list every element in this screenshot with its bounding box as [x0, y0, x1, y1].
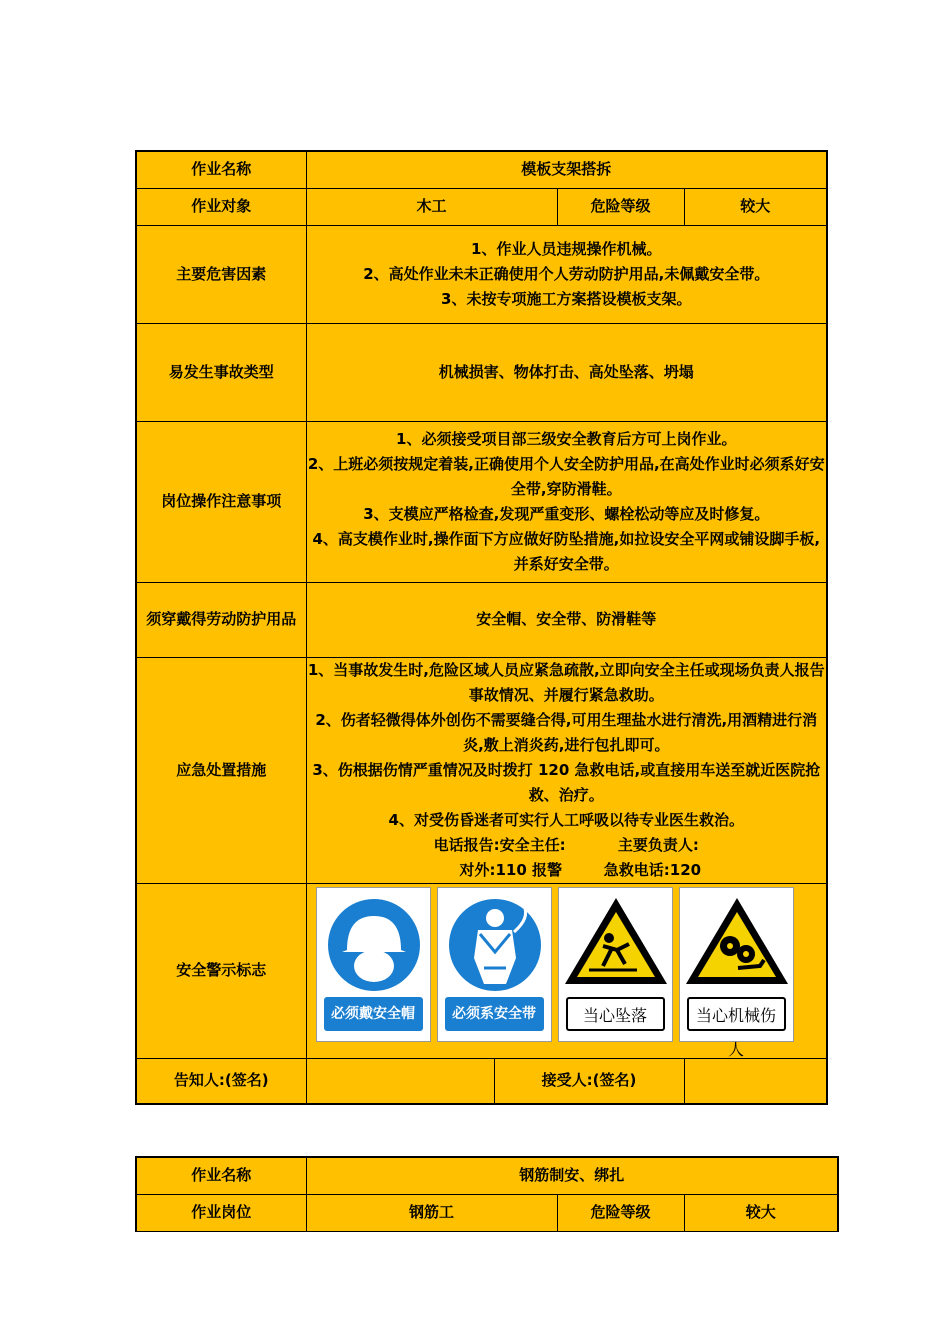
sign-helmet: [316, 887, 431, 1042]
note-item: 3、支模应严格检查,发现严重变形、螺栓松动等应及时修复。: [363, 504, 770, 523]
job-name-label: 作业名称: [136, 1157, 306, 1194]
sign-caption: 当心坠落: [566, 997, 665, 1031]
target-label: 作业对象: [136, 188, 306, 225]
safety-card-formwork: [135, 150, 828, 1105]
job-name-label: 作业名称: [136, 151, 306, 188]
emergency-item: 1、当事故发生时,危险区域人员应紧急疏散,立即向安全主任或现场负责人报告事故情况、并履行紧急救助。: [307, 660, 825, 704]
sign-machinery: [679, 887, 794, 1059]
hazard-item: 2、高处作业未未正确使用个人劳动防护用品,未佩戴安全带。: [363, 264, 770, 283]
post-label: 作业岗位: [136, 1194, 306, 1231]
note-item: 4、高支模作业时,操作面下方应做好防坠措施,如拉设安全平网或铺设脚手板,并系好安全带。: [312, 529, 821, 573]
phone-contacts: 电话报告:安全主任: 主要负责人:: [433, 835, 699, 854]
sign-caption: 必须戴安全帽: [324, 997, 423, 1031]
receiver-label: 接受人:(签名): [494, 1058, 684, 1104]
receiver-signature-field[interactable]: [684, 1058, 827, 1104]
sign-fall: [558, 887, 673, 1042]
note-item: 1、必须接受项目部三级安全教育后方可上岗作业。: [396, 429, 737, 448]
job-name-value: 模板支架搭拆: [306, 151, 827, 188]
sign-harness: [437, 887, 552, 1042]
informer-label: 告知人:(签名): [136, 1058, 306, 1104]
risk-level-label: 危险等级: [557, 188, 684, 225]
emergency-item: 4、对受伤昏迷者可实行人工呼吸以待专业医生救治。: [388, 810, 744, 829]
target-value: 木工: [306, 188, 557, 225]
emergency-phones: 对外:110 报警 急救电话:120: [459, 860, 702, 879]
hazard-item: 1、作业人员违规操作机械。: [471, 239, 662, 258]
operation-notes-label: 岗位操作注意事项: [136, 421, 306, 582]
accident-type-label: 易发生事故类型: [136, 323, 306, 421]
post-value: 钢筋工: [306, 1194, 557, 1231]
ppe-value: 安全帽、安全带、防滑鞋等: [306, 582, 827, 657]
hazards-label: 主要危害因素: [136, 225, 306, 323]
safety-card-rebar: [135, 1156, 839, 1232]
risk-level-label: 危险等级: [557, 1194, 684, 1231]
informer-signature-field[interactable]: [306, 1058, 494, 1104]
signs-cell: [306, 883, 827, 1058]
emergency-item: 2、伤者轻微得体外创伤不需要缝合得,可用生理盐水进行清洗,用酒精进行消炎,敷上消炎药,进行包扎即可。: [315, 710, 818, 754]
sign-caption: 当心机械伤人: [687, 997, 786, 1031]
emergency-item: 3、伤根据伤情严重情况及时拨打 120 急救电话,或直接用车送至就近医院抢救、治疗。: [312, 760, 821, 804]
ppe-label: 须穿戴得劳动防护用品: [136, 582, 306, 657]
emergency-label: 应急处置措施: [136, 657, 306, 883]
note-item: 2、上班必须按规定着装,正确使用个人安全防护用品,在高处作业时必须系好安全带,穿防滑鞋。: [307, 454, 825, 498]
risk-level-value: 较大: [684, 1194, 838, 1231]
risk-level-value: 较大: [684, 188, 827, 225]
sign-caption: 必须系安全带: [445, 997, 544, 1031]
operation-notes-list: [306, 421, 827, 582]
emergency-list: [306, 657, 827, 883]
hazard-item: 3、未按专项施工方案搭设模板支架。: [441, 289, 692, 308]
accident-type-value: 机械损害、物体打击、高处坠落、坍塌: [306, 323, 827, 421]
job-name-value: 钢筋制安、绑扎: [306, 1157, 838, 1194]
signs-label: 安全警示标志: [136, 883, 306, 1058]
hazards-list: [306, 225, 827, 323]
